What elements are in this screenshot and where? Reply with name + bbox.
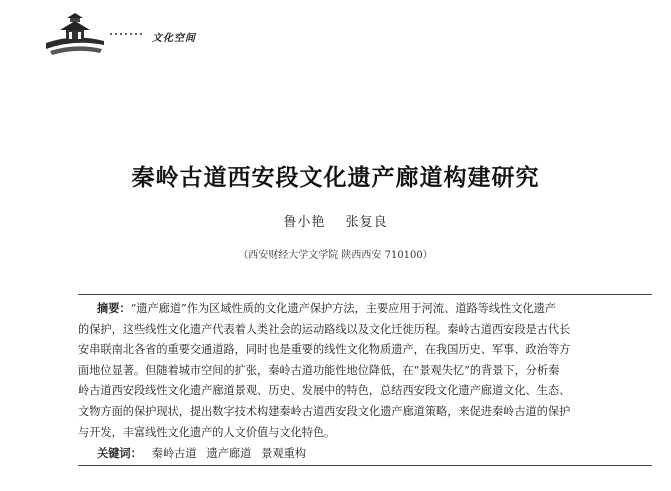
abstract-line: 与开发，丰富线性文化遗产的人文价值与文化特色。 <box>78 425 336 439</box>
author-name: 张复良 <box>345 215 388 230</box>
decorative-dots-icon <box>109 32 143 36</box>
keywords-block <box>97 445 652 461</box>
abstract-line: 面地位显著。但随着城市空间的扩张，秦岭古道功能性地位降低，在“景观失忆”的背景下，分析秦 <box>78 363 560 377</box>
abstract-block <box>78 299 652 443</box>
abstract-text: “遗产廊道”作为区域性质的文化遗产保护方法，主要应用于河流、道路等线性文化遗产 <box>130 302 556 315</box>
abstract-bottom-rule <box>78 465 652 466</box>
author-list <box>0 211 671 230</box>
author-name: 鲁小艳 <box>283 215 326 230</box>
abstract-line: 的保护，这些线性文化遗产代表着人类社会的运动路线以及文化迁徙历程。秦岭古道西安段是古代长 <box>78 322 571 336</box>
abstract-line <box>78 299 652 320</box>
abstract-line: 文物方面的保护现状，提出数字技术构建秦岭古道西安段文化遗产廊道策略，来促进秦岭古道的保护 <box>78 404 571 418</box>
journal-logo-icon <box>44 13 106 57</box>
article-title: 秦岭古道西安段文化遗产廊道构建研究 <box>131 165 540 191</box>
keyword: 秦岭古道 <box>151 447 197 460</box>
abstract-top-rule <box>78 294 652 295</box>
keyword: 遗产廊道 <box>206 447 252 460</box>
keyword: 景观重构 <box>261 447 307 460</box>
abstract-line: 岭古道西安段线性文化遗产廊道景观、历史、发展中的特色，总结西安段文化遗产廊道文化、生态、 <box>78 384 571 398</box>
keywords-label: 关键词： <box>97 447 142 460</box>
section-label: 文化空间 <box>152 33 196 44</box>
author-affiliation: （西安财经大学文学院 陕西西安 710100） <box>238 250 433 261</box>
abstract-line: 安串联南北各省的重要交通道路，同时也是重要的线性文化物质遗产，在我国历史、军事、政治等方 <box>78 343 571 357</box>
abstract-label: 摘要： <box>97 302 131 315</box>
